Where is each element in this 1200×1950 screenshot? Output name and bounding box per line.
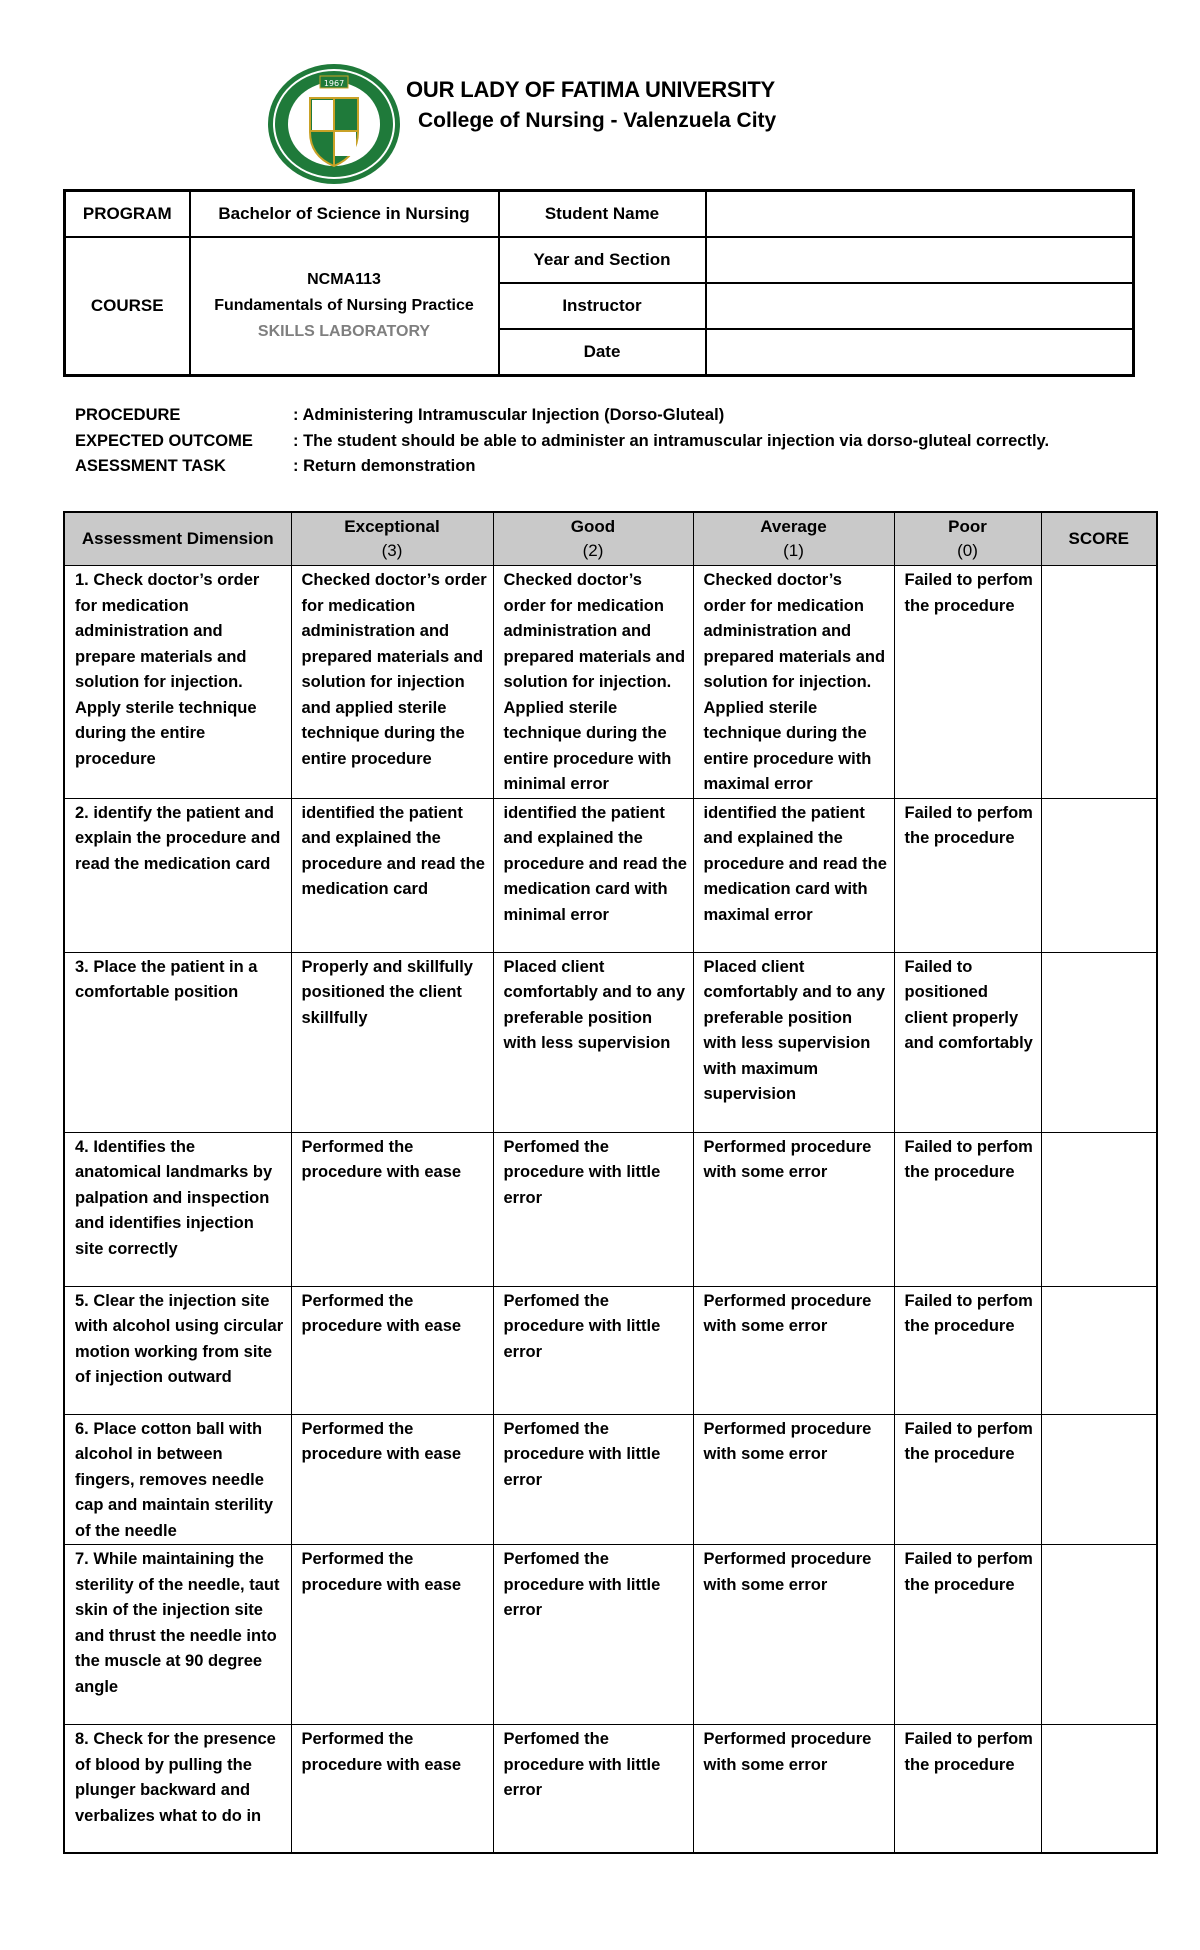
average-cell: Performed procedure with some error: [693, 1725, 894, 1853]
average-cell: Performed procedure with some error: [693, 1414, 894, 1545]
date-label: Date: [499, 329, 706, 376]
table-row: [64, 1132, 1157, 1286]
average-cell: Performed procedure with some error: [693, 1545, 894, 1725]
score-cell[interactable]: [1041, 1725, 1157, 1853]
rubric-table: [63, 511, 1158, 1854]
poor-cell: Failed to perfom the procedure: [894, 1286, 1041, 1414]
exceptional-cell: Performed the procedure with ease: [291, 1132, 493, 1286]
task-row: [75, 454, 1049, 480]
dimension-cell: 1. Check doctor’s order for medication administration and prepare materials and solution for injection. Apply sterile technique during the entire procedure: [64, 566, 291, 799]
dimension-cell: 4. Identifies the anatomical landmarks by palpation and inspection and identifies injection site correctly: [64, 1132, 291, 1286]
good-cell: Placed client comfortably and to any preferable position with less supervision: [493, 952, 693, 1132]
exceptional-cell: Performed the procedure with ease: [291, 1725, 493, 1853]
course-code: NCMA113: [307, 271, 381, 288]
dimension-cell: 7. While maintaining the sterility of the needle, taut skin of the injection site and thrust the needle into the muscle at 90 degree angle: [64, 1545, 291, 1725]
header-exceptional: [291, 512, 493, 566]
header-poor: [894, 512, 1041, 566]
poor-cell: Failed to perfom the procedure: [894, 1725, 1041, 1853]
average-cell: Performed procedure with some error: [693, 1286, 894, 1414]
university-seal-logo: [266, 62, 402, 186]
header-score: SCORE: [1041, 512, 1157, 566]
document-header: [266, 62, 906, 186]
header-average-points: (1): [783, 541, 804, 560]
table-row: [64, 1414, 1157, 1545]
exceptional-cell: Performed the procedure with ease: [291, 1545, 493, 1725]
procedure-block: [75, 403, 1049, 480]
task-label: ASESSMENT TASK: [75, 457, 226, 475]
outcome-value: : The student should be able to administer an intramuscular injection via dorso-gluteal correctly.: [293, 431, 1050, 450]
header-poor-label: Poor: [948, 517, 987, 536]
year-section-label: Year and Section: [499, 237, 706, 283]
header-average-label: Average: [760, 517, 827, 536]
table-row: [64, 566, 1157, 799]
dimension-cell: 8. Check for the presence of blood by pulling the plunger backward and verbalizes what to do in: [64, 1725, 291, 1853]
average-cell: identified the patient and explained the procedure and read the medication card with maximal error: [693, 798, 894, 952]
instructor-field[interactable]: [706, 283, 1134, 329]
university-name: OUR LADY OF FATIMA UNIVERSITY: [406, 77, 776, 102]
rubric-header-row: [64, 512, 1157, 566]
header-exceptional-points: (3): [381, 541, 403, 560]
college-name: College of Nursing - Valenzuela City: [418, 109, 777, 132]
score-cell[interactable]: [1041, 1545, 1157, 1725]
poor-cell: Failed to perfom the procedure: [894, 1132, 1041, 1286]
good-cell: Perfomed the procedure with little error: [493, 1286, 693, 1414]
poor-cell: Failed to perfom the procedure: [894, 1414, 1041, 1545]
average-cell: Performed procedure with some error: [693, 1132, 894, 1286]
dimension-cell: 2. identify the patient and explain the procedure and read the medication card: [64, 798, 291, 952]
outcome-label: EXPECTED OUTCOME: [75, 431, 253, 450]
program-label: PROGRAM: [65, 191, 190, 238]
good-cell: Perfomed the procedure with little error: [493, 1725, 693, 1853]
good-cell: Checked doctor’s order for medication administration and prepared materials and solution for injection. Applied sterile technique during the entire procedure with minimal error: [493, 566, 693, 799]
header-average: [693, 512, 894, 566]
average-cell: Placed client comfortably and to any preferable position with less supervision with maximum supervision: [693, 952, 894, 1132]
table-row: [64, 952, 1157, 1132]
exceptional-cell: identified the patient and explained the procedure and read the medication card: [291, 798, 493, 952]
course-label: COURSE: [65, 237, 190, 376]
header-good: [493, 512, 693, 566]
procedure-label: PROCEDURE: [75, 406, 181, 424]
exceptional-cell: Checked doctor’s order for medication administration and prepared materials and solution for injection and applied sterile technique during the entire procedure: [291, 566, 493, 799]
dimension-cell: 3. Place the patient in a comfortable position: [64, 952, 291, 1132]
exceptional-cell: Performed the procedure with ease: [291, 1286, 493, 1414]
good-cell: Perfomed the procedure with little error: [493, 1132, 693, 1286]
task-value: : Return demonstration: [293, 457, 476, 475]
good-cell: identified the patient and explained the procedure and read the medication card with minimal error: [493, 798, 693, 952]
score-cell[interactable]: [1041, 952, 1157, 1132]
header-exceptional-label: Exceptional: [344, 517, 440, 536]
student-name-field[interactable]: [706, 191, 1134, 238]
procedure-row: [75, 403, 1049, 429]
average-cell: Checked doctor’s order for medication administration and prepared materials and solution for injection. Applied sterile technique during the entire procedure with maximal error: [693, 566, 894, 799]
poor-cell: Failed to perfom the procedure: [894, 1545, 1041, 1725]
header-poor-points: (0): [957, 541, 978, 560]
course-name: Fundamentals of Nursing Practice: [214, 297, 474, 314]
course-subtitle: SKILLS LABORATORY: [257, 323, 431, 340]
header-good-label: Good: [570, 517, 616, 536]
header-good-points: (2): [582, 541, 604, 560]
score-cell[interactable]: [1041, 798, 1157, 952]
outcome-row: [75, 429, 1049, 455]
procedure-value: : Administering Intramuscular Injection (Dorso-Gluteal): [293, 406, 725, 424]
year-section-field[interactable]: [706, 237, 1134, 283]
good-cell: Perfomed the procedure with little error: [493, 1414, 693, 1545]
table-row: [64, 798, 1157, 952]
student-name-label: Student Name: [499, 191, 706, 238]
table-row: [64, 1286, 1157, 1414]
table-row: [64, 1725, 1157, 1853]
score-cell[interactable]: [1041, 566, 1157, 799]
exceptional-cell: Properly and skillfully positioned the client skillfully: [291, 952, 493, 1132]
poor-cell: Failed to perfom the procedure: [894, 566, 1041, 799]
score-cell[interactable]: [1041, 1414, 1157, 1545]
table-row: [64, 1545, 1157, 1725]
good-cell: Perfomed the procedure with little error: [493, 1545, 693, 1725]
svg-text:1967: 1967: [323, 79, 345, 88]
instructor-label: Instructor: [499, 283, 706, 329]
poor-cell: Failed to perfom the procedure: [894, 798, 1041, 952]
program-value: Bachelor of Science in Nursing: [190, 191, 499, 238]
date-field[interactable]: [706, 329, 1134, 376]
poor-cell: Failed to positioned client properly and comfortably: [894, 952, 1041, 1132]
dimension-cell: 6. Place cotton ball with alcohol in between fingers, removes needle cap and maintain sterility of the needle: [64, 1414, 291, 1545]
course-details: [190, 237, 499, 376]
score-cell[interactable]: [1041, 1132, 1157, 1286]
info-table: [63, 189, 1135, 377]
score-cell[interactable]: [1041, 1286, 1157, 1414]
header-dimension: Assessment Dimension: [64, 512, 291, 566]
dimension-cell: 5. Clear the injection site with alcohol using circular motion working from site of injection outward: [64, 1286, 291, 1414]
exceptional-cell: Performed the procedure with ease: [291, 1414, 493, 1545]
